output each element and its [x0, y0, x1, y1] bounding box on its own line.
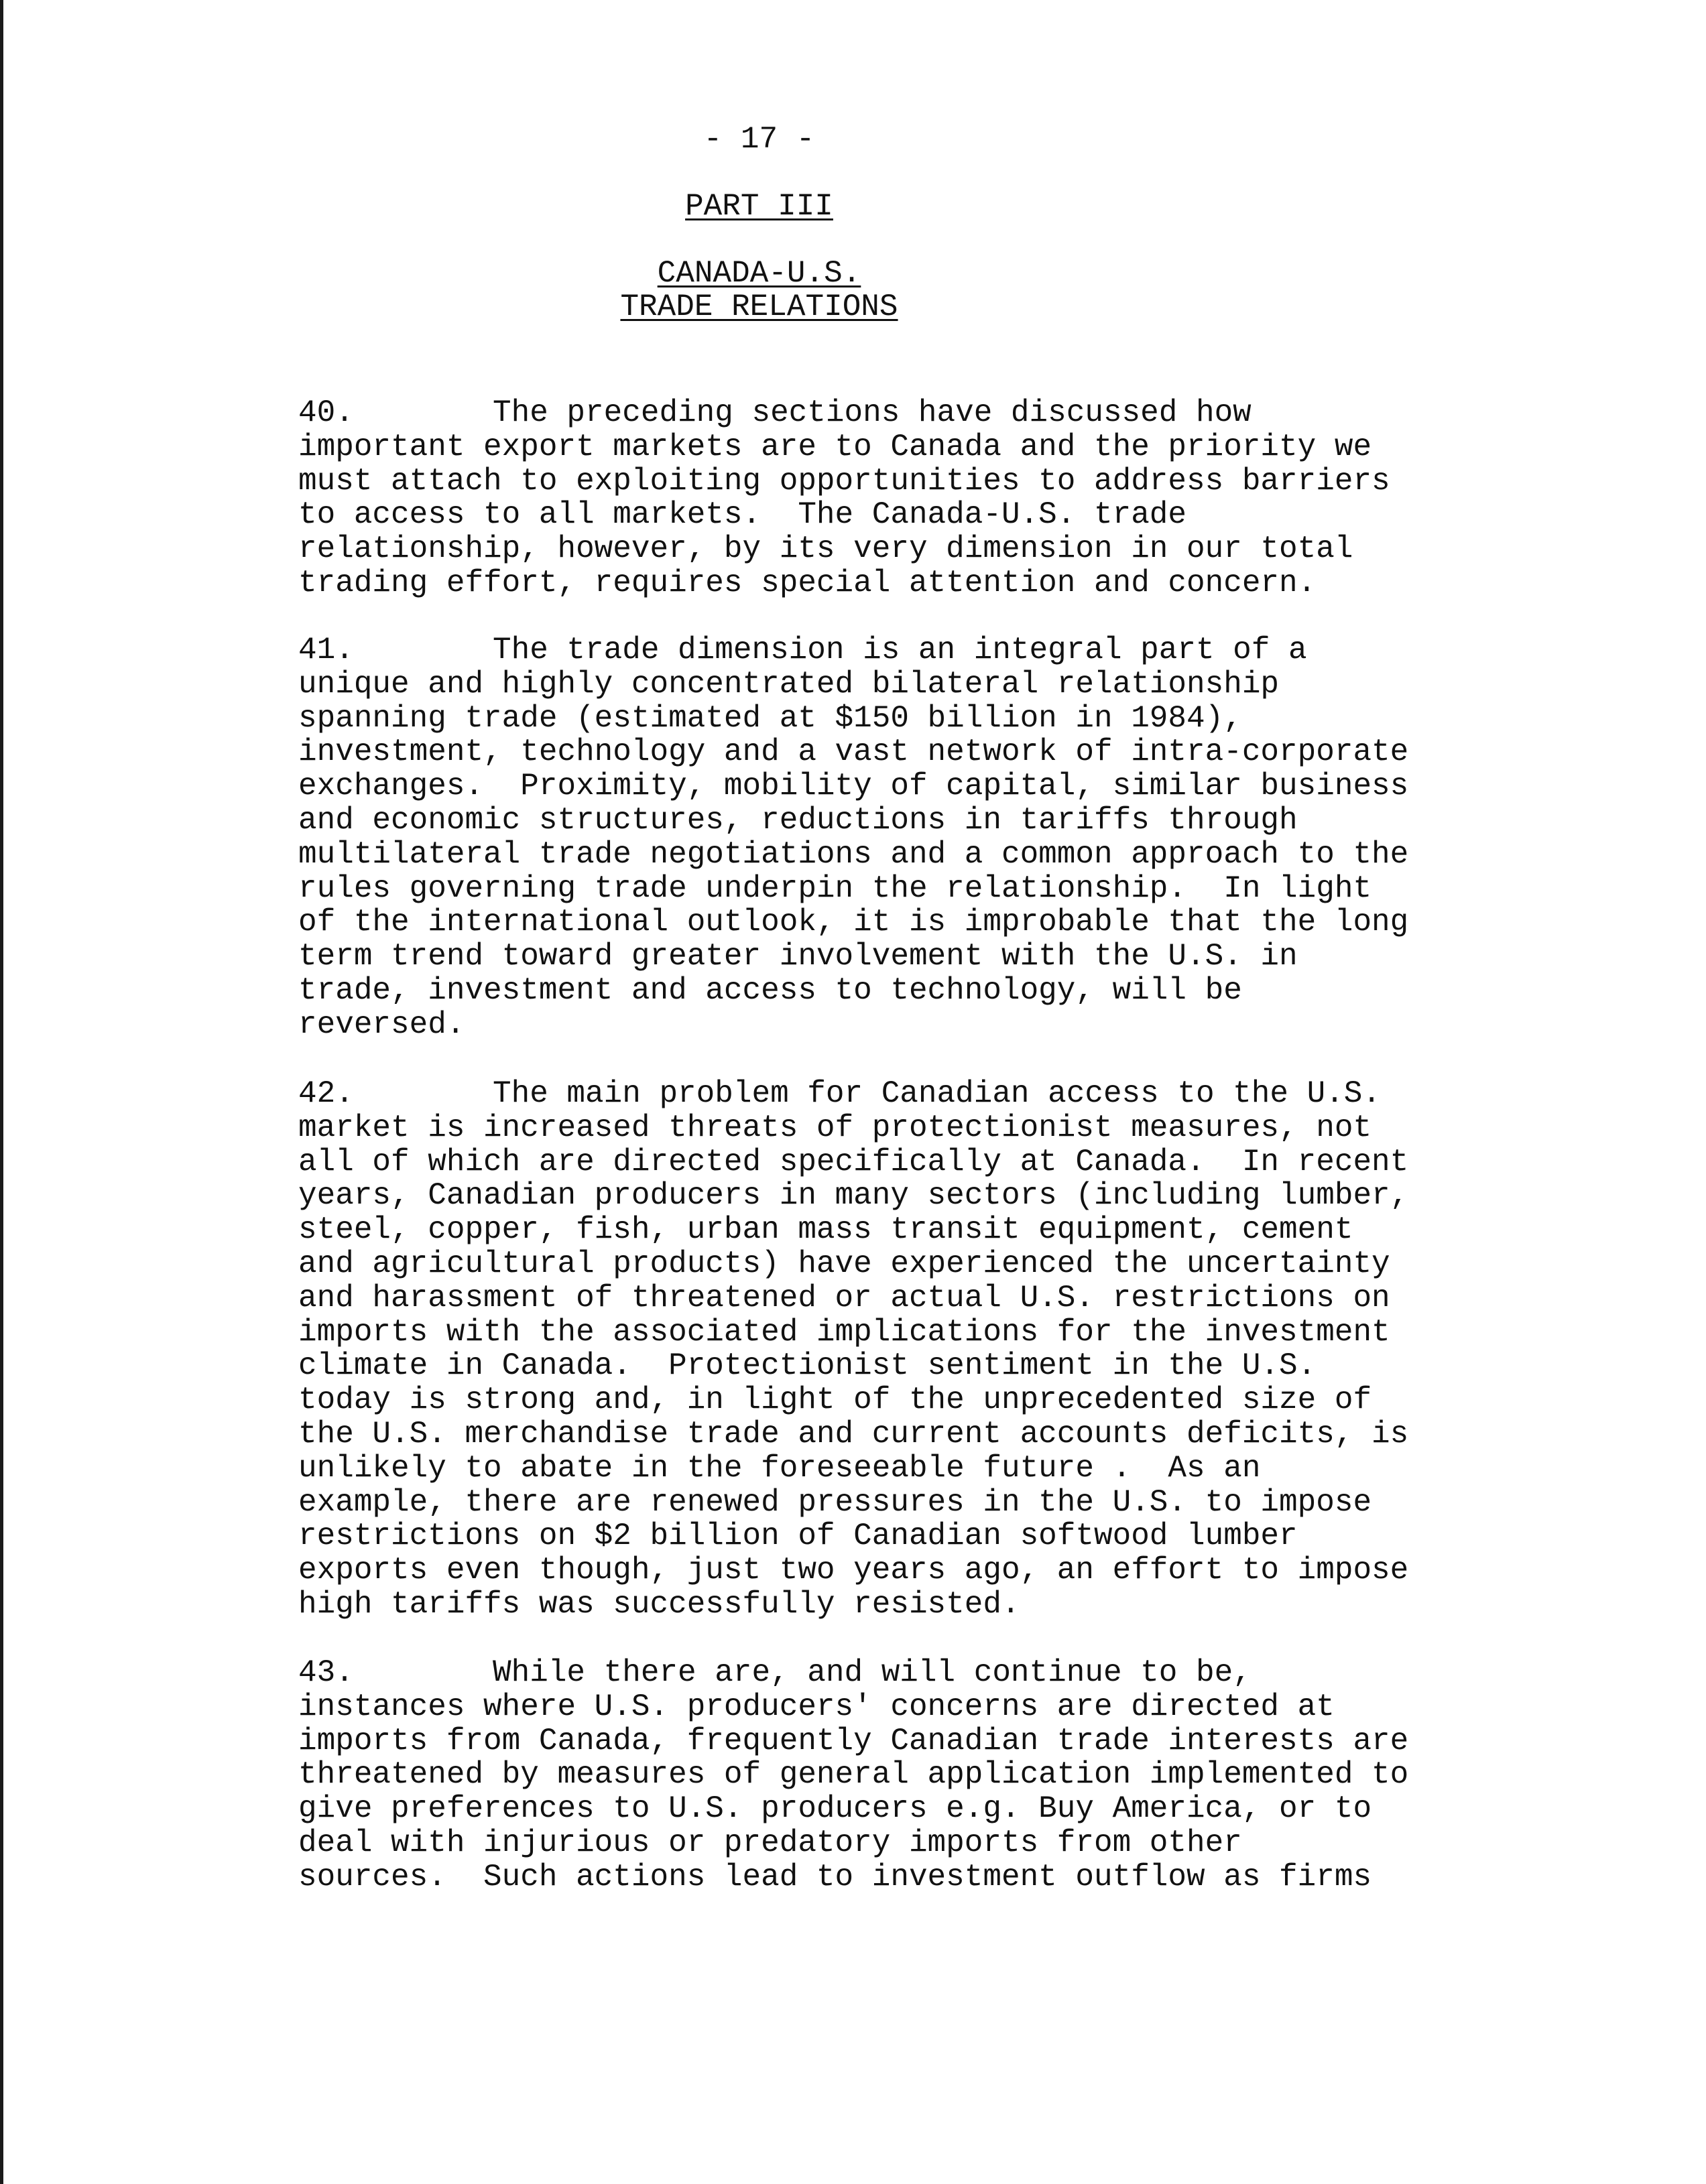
paragraph-number: 41.: [298, 633, 354, 667]
paragraph-line: multilateral trade negotiations and a common approach to the: [298, 836, 1409, 872]
section-title-line-1: [298, 257, 1220, 290]
paragraph-line: sources. Such actions lead to investment outflow as firms: [298, 1859, 1372, 1894]
paragraph-41: [298, 633, 1545, 1042]
page-left-edge: [0, 0, 3, 2184]
paragraph-line: rules governing trade underpin the relationship. In light: [298, 871, 1372, 906]
paragraph-line: restrictions on $2 billion of Canadian softwood lumber: [298, 1519, 1298, 1554]
part-heading-text: PART III: [685, 189, 833, 224]
section-title-line-1-text: CANADA-U.S.: [657, 256, 861, 291]
paragraph-number: 43.: [298, 1655, 354, 1690]
paragraph-line: [298, 396, 1545, 430]
paragraph-line: deal with injurious or predatory imports from other: [298, 1825, 1242, 1860]
paragraph-line: term trend toward greater involvement with the U.S. in: [298, 939, 1298, 974]
paragraph-line: reversed.: [298, 1007, 465, 1042]
paragraph-line: to access to all markets. The Canada-U.S. trade: [298, 497, 1187, 533]
paragraph-line: [298, 1656, 1545, 1690]
page-number: - 17 -: [703, 122, 815, 157]
paragraph-line: market is increased threats of protectionist measures, not: [298, 1110, 1372, 1145]
paragraph-line: all of which are directed specifically at Canada. In recent: [298, 1144, 1409, 1179]
paragraph-line: the U.S. merchandise trade and current accounts deficits, is: [298, 1416, 1409, 1452]
paragraph-line: relationship, however, by its very dimension in our total: [298, 531, 1353, 567]
paragraph-line: of the international outlook, it is improbable that the long: [298, 905, 1409, 940]
paragraph-line: give preferences to U.S. producers e.g. Buy America, or to: [298, 1791, 1372, 1827]
paragraph-line: unlikely to abate in the foreseeable future . As an: [298, 1450, 1261, 1486]
paragraph-line: trading effort, requires special attention and concern.: [298, 565, 1317, 600]
paragraph-line: steel, copper, fish, urban mass transit equipment, cement: [298, 1212, 1353, 1248]
paragraph-line: high tariffs was successfully resisted.: [298, 1586, 1020, 1622]
paragraph-42: [298, 1077, 1545, 1622]
paragraph-43: [298, 1656, 1545, 1894]
paragraph-line: years, Canadian producers in many sectors (including lumber,: [298, 1178, 1409, 1214]
paragraph-line: [298, 633, 1545, 667]
paragraph-text: The trade dimension is an integral part of a: [493, 633, 1307, 667]
paragraph-line: and economic structures, reductions in tariffs through: [298, 802, 1298, 838]
paragraph-line: today is strong and, in light of the unprecedented size of: [298, 1383, 1372, 1418]
paragraph-40: [298, 396, 1545, 600]
paragraph-line: threatened by measures of general application implemented to: [298, 1757, 1409, 1793]
paragraph-line: imports from Canada, frequently Canadian trade interests are: [298, 1723, 1409, 1758]
paragraph-text: While there are, and will continue to be,: [493, 1655, 1252, 1690]
paragraph-text: The preceding sections have discussed how: [493, 395, 1252, 430]
paragraph-line: instances where U.S. producers' concerns are directed at: [298, 1689, 1335, 1724]
paragraph-number: 40.: [298, 395, 354, 430]
paragraph-line: climate in Canada. Protectionist sentiment in the U.S.: [298, 1348, 1317, 1384]
paragraph-line: exports even though, just two years ago, an effort to impose: [298, 1553, 1409, 1588]
section-title-line-2: [298, 290, 1220, 324]
paragraph-line: example, there are renewed pressures in the U.S. to impose: [298, 1484, 1372, 1520]
paragraph-line: investment, technology and a vast network of intra-corporate: [298, 734, 1409, 770]
paragraph-line: exchanges. Proximity, mobility of capital, similar business: [298, 769, 1409, 804]
paragraph-line: spanning trade (estimated at $150 billion in 1984),: [298, 700, 1242, 736]
paragraph-line: imports with the associated implications for the investment: [298, 1314, 1390, 1350]
paragraph-line: trade, investment and access to technology, will be: [298, 972, 1242, 1008]
paragraph-number: 42.: [298, 1076, 354, 1111]
part-heading: [298, 190, 1220, 223]
section-title-line-2-text: TRADE RELATIONS: [620, 290, 898, 324]
paragraph-line: and agricultural products) have experienced the uncertainty: [298, 1246, 1390, 1281]
paragraph-line: unique and highly concentrated bilateral relationship: [298, 666, 1280, 702]
paragraph-line: and harassment of threatened or actual U.S. restrictions on: [298, 1280, 1390, 1315]
paragraph-text: The main problem for Canadian access to the U.S.: [493, 1076, 1382, 1111]
paragraph-line: important export markets are to Canada and the priority we: [298, 429, 1372, 464]
paragraph-line: must attach to exploiting opportunities to address barriers: [298, 463, 1390, 499]
paragraph-line: [298, 1077, 1545, 1111]
